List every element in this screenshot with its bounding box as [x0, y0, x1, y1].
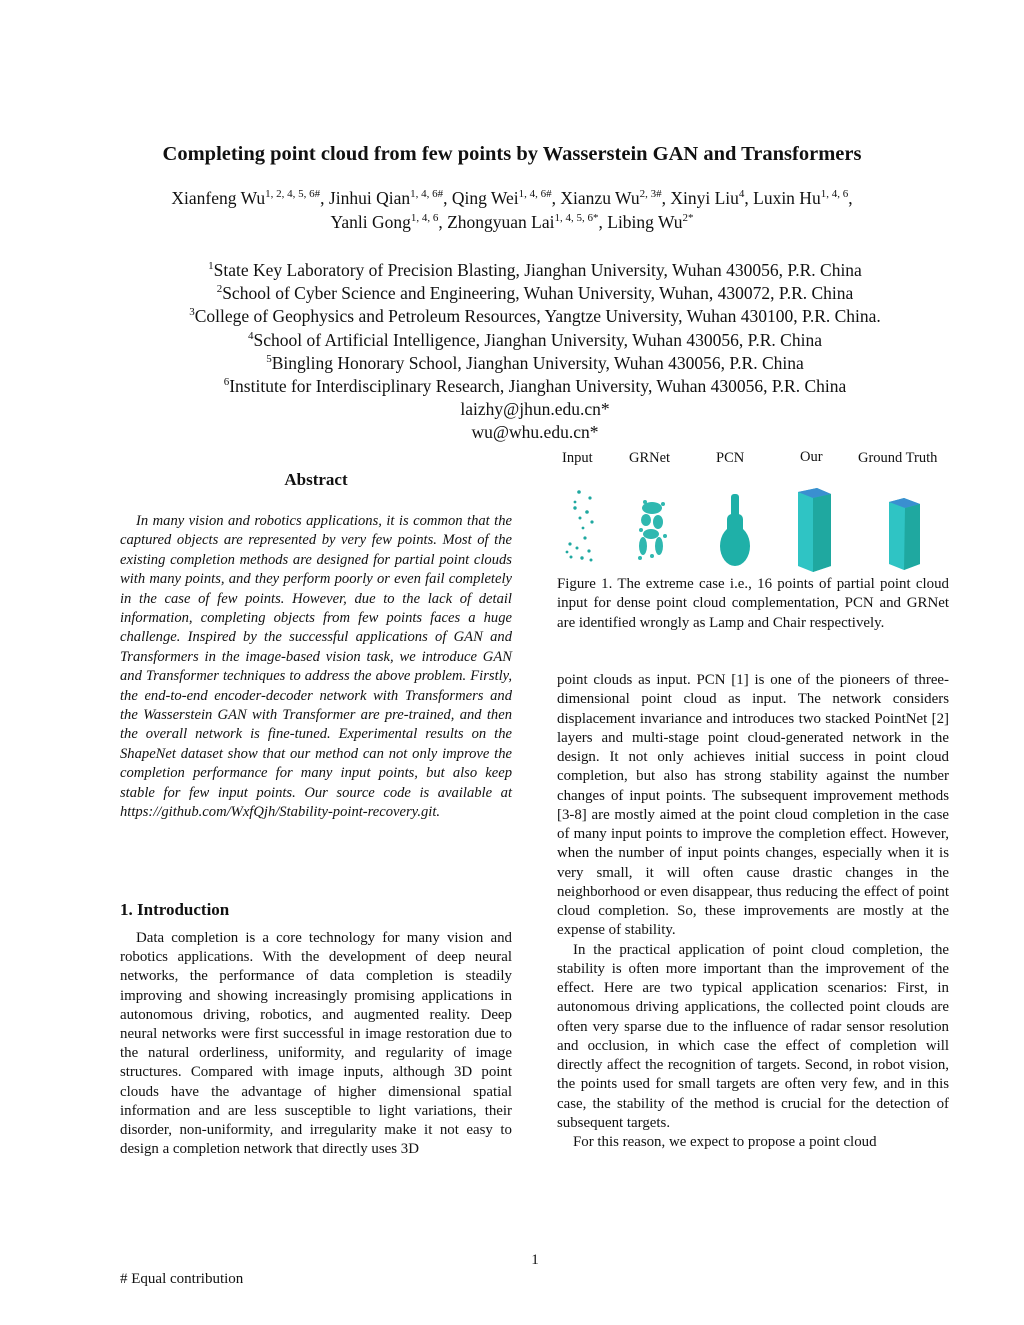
- pcn-point-cloud: [720, 494, 750, 566]
- affiliation-line: $^1$State Key Laboratory of Precision Blasting, Jianghan University, Wuhan 430056, P.R. China: [208, 260, 862, 280]
- email-line: wu@whu.edu.cn*: [471, 422, 599, 443]
- author-name: Luxin Hu: [753, 188, 821, 208]
- footnote: # Equal contribution: [120, 1271, 244, 1287]
- input-point-cloud: [566, 490, 594, 561]
- author-affil-sup: 2*: [682, 212, 694, 224]
- fig-label-pcn: PCN: [716, 450, 745, 466]
- figure-point-clouds: [555, 478, 955, 573]
- author-name: Xinyi Liu: [670, 188, 739, 208]
- author-affil-sup: 4: [738, 188, 745, 200]
- affiliation-line: $^5$Bingling Honorary School, Jianghan University, Wuhan 430056, P.R. China: [266, 352, 804, 373]
- abstract-heading: Abstract: [284, 470, 348, 489]
- abstract-text: In many vision and robotics applications, it is common that the captured objects are represented by very few points. Most of the existing completion methods are designed for partial point clouds with many points, and they perform poorly or even fail completely in the case of few points. However, due to the lack of detail information, completing objects from few points faces a huge challenge. Inspired by the successful applications of GAN and Transformers in the image-based vision task, we introduce GAN and Transformer techniques to address the above problem. Firstly, the end-to-end encoder-decoder network with Transformers and the Wasserstein GAN with Transformer are pre-trained, and then the overall network is fine-tuned. Experimental results on the ShapeNet dataset show that our method can not only improve the completion performance for many input points, but also keep stable for few input points. Our source code is available at https://github.com/WxfQjh/Stability-point-recovery.git.: [120, 513, 512, 821]
- right-column-text: [557, 671, 949, 1152]
- email-line: laizhy@jhun.edu.cn*: [460, 399, 610, 420]
- our-point-cloud: [798, 488, 831, 572]
- paper-title: Completing point cloud from few points by Wasserstein GAN and Transformers: [162, 143, 862, 165]
- author-affil-sup: 1, 4, 6#: [518, 188, 552, 200]
- fig-label-our: Our: [800, 449, 823, 465]
- author-name: Xianfeng Wu: [171, 188, 266, 208]
- fig-label-input: Input: [562, 450, 593, 466]
- author-name: Qing Wei: [451, 188, 519, 208]
- author-name: Libing Wu: [607, 212, 683, 232]
- affiliation-line: $^6$Institute for Interdisciplinary Research, Jianghan University, Wuhan 430056, P.R. China: [223, 376, 847, 397]
- author-affil-sup: 1, 4, 6: [820, 188, 849, 200]
- author-name: Xianzu Wu: [560, 188, 640, 208]
- fig-label-ground-truth: Ground Truth: [858, 450, 938, 466]
- fig-label-grnet: GRNet: [629, 450, 671, 466]
- page-number: 1: [531, 1252, 539, 1268]
- intro-heading: 1. Introduction: [120, 900, 230, 919]
- ground-truth-point-cloud: [889, 498, 920, 570]
- figure-caption: Figure 1. The extreme case i.e., 16 points of partial point cloud input for dense point cloud complementation, PCN and GRNet are identified wrongly as Lamp and Chair respectively.: [557, 576, 949, 631]
- affiliations: [0, 259, 1024, 445]
- intro-text: Data completion is a core technology for many vision and robotics applications. With the development of deep neural networks, the performance of data completion is steadily improving and showing increasingly promising applications in autonomous driving, robotics, and augmented reality. Deep neural networks were first successful in image restoration due to the natural orderliness, uniformity, and regularity of image structures. Compared with image inputs, although 3D point clouds have the advantage of higher dimensional spatial information and are less susceptible to light variations, their disorder, non-uniformity, and irregularity make it not easy to design a completion network that directly uses 3D: [120, 930, 512, 1158]
- grnet-point-cloud: [638, 500, 667, 560]
- author-affil-sup: 1, 2, 4, 5, 6#: [265, 188, 321, 200]
- paragraph: For this reason, we expect to propose a point cloud: [573, 1134, 877, 1150]
- author-affil-sup: 1, 4, 5, 6*: [554, 212, 599, 224]
- paragraph: point clouds as input. PCN [1] is one of the pioneers of three-dimensional point cloud as input. The network considers displacement invariance and introduces two stacked PointNet [2] layers and multi-stage point cloud-generated network in the design. It not only achieves initial success in point cloud completion, but also has strong stability against the number changes of input points. The subsequent improvement methods [3-8] are mostly aimed at the point cloud completion in the case of many input points to improve the completion effect. However, when the number of input points changes, especially when it is very small, it will often cause drastic changes in the neighborhood or even disappear, thus reducing the effect of point cloud completion. So, these improvements are mostly at the expense of stability.: [557, 672, 949, 939]
- author-name: Yanli Gong: [330, 212, 411, 232]
- author-affil-sup: 1, 4, 6: [410, 212, 439, 224]
- affiliation-line: $^3$College of Geophysics and Petroleum Resources, Yangtze University, Wuhan 430100, P.R. China.: [189, 306, 881, 327]
- author-list: Xianfeng $Wu^{1, 2, 4, 5, 6\#}$, Jinhui Qian$^{1, 4, 6\#}$, Qing Wei$^{1, 4, 6\#}$, Xianzu $Wu^{2, 3\#}$, Xinyi Liu$^4$, Luxin Hu$^{1, 4, 6}$, Yanli Gong$^{1, 4, 6}$, Zhongyuan Lai$^{1, 4, 5, 6*}$, Libing $Wu^{2*}$: [171, 188, 853, 232]
- author-name: Zhongyuan Lai: [447, 212, 555, 232]
- affiliation-line: $^4$School of Artificial Intelligence, Jianghan University, Wuhan 430056, P.R. China: [248, 329, 822, 350]
- author-affil-sup: 1, 4, 6#: [410, 188, 444, 200]
- author-affil-sup: 2, 3#: [639, 188, 662, 200]
- affiliation-line: $^2$School of Cyber Science and Engineering, Wuhan University, Wuhan, 430072, P.R. China: [216, 283, 854, 304]
- author-name: Jinhui Qian: [328, 188, 411, 208]
- paragraph: In the practical application of point cloud completion, the stability is often more important than the improvement of the effect. Here are two typical application scenarios: First, in autonomous driving applications, the collected point clouds are often very sparse due to the influence of radar sensor resolution and occlusion, in which case the effect of completion will directly affect the recognition of targets. Second, in robot vision, the points used for small targets are often very few, and in this case, the stability of the method is crucial for the detection of subsequent targets.: [557, 941, 949, 1131]
